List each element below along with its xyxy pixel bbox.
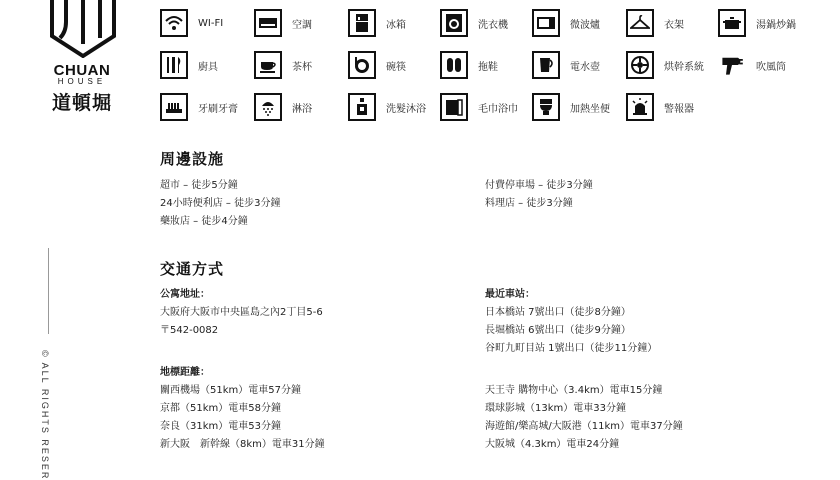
amenity-utensils [160,50,218,80]
surroundings-item: 料理店 – 徒步3分鐘 [485,198,573,209]
dryer-fan-icon [630,55,650,75]
amenity-label: 洗衣機 [478,19,508,31]
amenity-label: 湯鍋炒鍋 [756,19,796,31]
amenity-pot [718,8,796,38]
amenity-label: 烘幹系統 [664,61,704,73]
landmark-item: 新大阪 新幹線（8km）電車31分鐘 [160,439,325,450]
wifi-icon [164,13,184,33]
kettle-icon [536,55,556,75]
hair-dryer-icon [720,53,744,77]
amenity-label: 冰箱 [386,19,406,31]
surroundings-item: 超市 – 徒步5分鐘 [160,180,238,191]
amenity-label: 微波爐 [570,19,600,31]
shampoo-icon [352,97,372,117]
landmark-item: 關西機場（51km）電車57分鐘 [160,385,301,396]
surroundings-item: 付費停車場 – 徒步3分鐘 [485,180,593,191]
station-label: 最近車站： [485,289,535,300]
amenity-teacup [254,50,312,80]
surroundings-title: 周邊設施 [160,150,225,168]
landmark-item: 大阪城（4.3km）電車24分鐘 [485,439,620,450]
amenity-slippers [440,50,498,80]
hanger-icon [630,13,650,33]
station-item: 日本橋站 7號出口（徒步8分鐘） [485,307,631,318]
amenity-label: 廚具 [198,61,218,73]
address-label: 公寓地址： [160,289,210,300]
utensils-icon [164,55,184,75]
landmark-item: 京都（51km）電車58分鐘 [160,403,281,414]
surroundings-item: 藥妝店 – 徒步4分鐘 [160,216,248,227]
postal-code: 〒542-0082 [160,325,219,336]
transport-title: 交通方式 [160,260,225,278]
station-item: 谷町九町目站 1號出口（徒步11分鐘） [485,343,658,354]
alarm-icon [630,97,650,117]
amenity-heated-toilet [532,92,610,122]
heated-toilet-icon [536,97,556,117]
amenity-microwave [532,8,600,38]
pot-icon [722,13,742,33]
amenity-alarm [626,92,694,122]
amenity-label: 吹風筒 [756,61,786,73]
shower-icon [258,97,278,117]
bowl-chopsticks-icon [352,55,372,75]
landmark-item: 天王寺 購物中心（3.4km）電車15分鐘 [485,385,663,396]
amenity-shampoo [348,92,426,122]
amenity-label: 警報器 [664,103,694,115]
amenity-label: 拖鞋 [478,61,498,73]
amenity-ac [254,8,312,38]
amenity-bowl [348,50,406,80]
amenity-label: 牙刷牙膏 [198,103,238,115]
amenity-hanger [626,8,684,38]
amenity-wifi [160,8,223,38]
landmark-item: 環球影城（13km）電車33分鐘 [485,403,626,414]
toothbrush-icon [164,97,184,117]
surroundings-item: 24小時便利店 – 徒步3分鐘 [160,198,281,209]
amenity-label: 淋浴 [292,103,312,115]
station-item: 長堀橋站 6號出口（徒步9分鐘） [485,325,631,336]
landmark-label: 地標距離： [160,367,210,378]
amenity-label: WI-FI [198,17,224,29]
copyright-text: © ALL RIGHTS RESER [40,350,50,480]
brand-location: 道頓堀 [51,92,112,114]
amenity-label: 電水壺 [570,61,600,73]
fridge-icon [352,13,372,33]
amenity-hairdryer [718,50,786,80]
amenity-label: 空調 [292,19,312,31]
landmark-item: 海遊館/樂高城/大阪港（11km）電車37分鐘 [485,421,683,432]
slippers-icon [444,55,464,75]
landmark-item: 奈良（31km）電車53分鐘 [160,421,281,432]
air-conditioner-icon [258,13,278,33]
address-line: 大阪府大阪市中央區島之內2丁目5-6 [160,307,323,318]
amenity-towel [440,92,518,122]
amenity-label: 毛巾浴巾 [478,103,518,115]
amenity-washer [440,8,508,38]
washing-machine-icon [444,13,464,33]
amenity-label: 加熱坐便 [570,103,610,115]
brand-name: CHUAN [53,62,111,79]
shield-logo-icon [50,0,116,58]
amenity-label: 碗筷 [386,61,406,73]
amenity-fridge [348,8,406,38]
towel-icon [444,97,464,117]
amenity-kettle [532,50,600,80]
amenity-label: 衣架 [664,19,684,31]
amenity-label: 茶杯 [292,61,312,73]
microwave-icon [536,13,556,33]
amenity-label: 洗髮沐浴 [386,103,426,115]
brand-logo [46,0,122,115]
teacup-icon [258,55,278,75]
side-divider [48,248,49,334]
amenity-dryer-fan [626,50,704,80]
brand-subtitle: HOUSE [57,77,107,86]
amenity-toothbrush [160,92,238,122]
amenity-shower [254,92,312,122]
